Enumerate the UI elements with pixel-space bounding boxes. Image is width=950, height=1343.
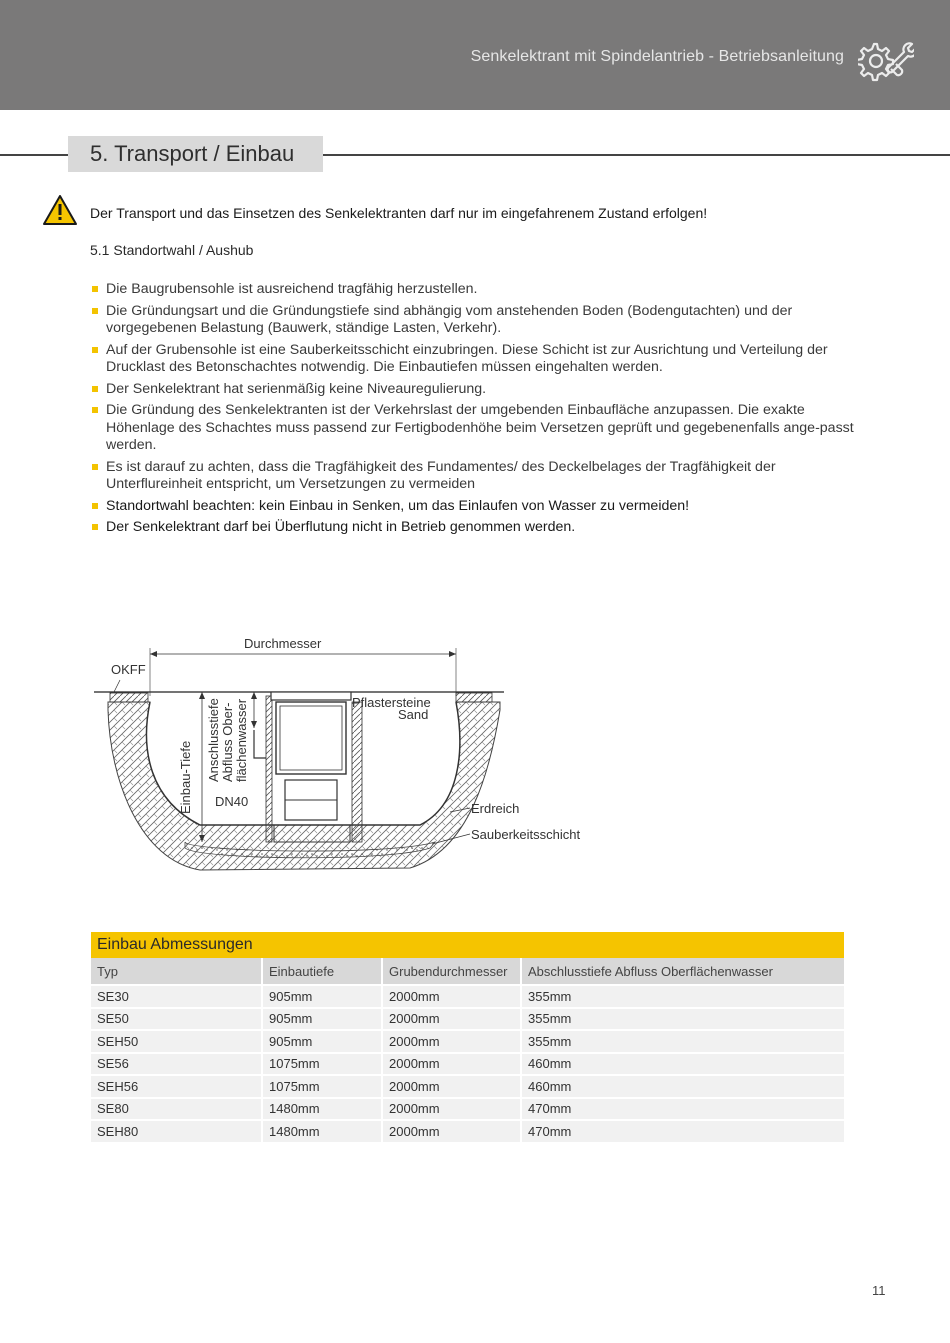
table-row (91, 1097, 844, 1120)
cell-typ: SE56 (91, 1052, 263, 1075)
cell-typ: SEH50 (91, 1029, 263, 1052)
shaft-wall-right (352, 702, 362, 842)
table-row (91, 1074, 844, 1097)
bullet-square-icon (92, 386, 98, 392)
cell-grubendurchmesser: 2000mm (383, 984, 522, 1007)
dimensions-grid (91, 958, 844, 1142)
label-anschluss-2: Abfluss Ober- (220, 702, 235, 782)
list-item: Auf der Grubensohle ist eine Sauberkeitsschicht einzubringen. Diese Schicht ist zur Ausrichtung und Verteilung der Drucklast des Betonschachtes notwendig. Die Einbautiefen müssen eingehalten werden. (90, 342, 860, 377)
cell-abschlusstiefe: 460mm (522, 1052, 844, 1075)
label-anschluss-1: Anschlusstiefe (206, 698, 221, 782)
cell-typ: SE50 (91, 1007, 263, 1030)
bullet-list (90, 281, 860, 541)
label-pflastersteine: Pflastersteine (352, 695, 431, 710)
gear-wrench-icon (858, 38, 914, 84)
cell-typ: SE30 (91, 984, 263, 1007)
label-sauberkeitsschicht: Sauberkeitsschicht (471, 827, 581, 842)
cell-einbautiefe: 1075mm (263, 1074, 383, 1097)
cell-einbautiefe: 1480mm (263, 1119, 383, 1142)
cell-grubendurchmesser: 2000mm (383, 1029, 522, 1052)
bullet-square-icon (92, 524, 98, 530)
cell-einbautiefe: 1480mm (263, 1097, 383, 1120)
cell-einbautiefe: 1075mm (263, 1052, 383, 1075)
section-title: 5. Transport / Einbau (90, 141, 295, 166)
header-band (0, 0, 950, 110)
installation-diagram (90, 630, 610, 890)
table-caption: Einbau Abmessungen (91, 932, 844, 958)
cell-grubendurchmesser: 2000mm (383, 1052, 522, 1075)
table-row (91, 1029, 844, 1052)
list-item: Die Gründung des Senkelektranten ist der Verkehrslast der umgebenden Einbaufläche anzupassen. Die exakte Höhenlage des Schachtes muss passend zur Fertigbodenhöhe beim Versetzen geprüft und gegebenenfalls ange-passt werden. (90, 402, 860, 455)
cell-grubendurchmesser: 2000mm (383, 1119, 522, 1142)
table-header-row (91, 958, 844, 984)
cell-typ: SEH56 (91, 1074, 263, 1097)
list-item: Es ist darauf zu achten, dass die Tragfähigkeit des Fundamentes/ des Deckelbelages der Tragfähigkeit der Unterflureinheit entspricht, um Versetzungen zu vermeiden (90, 459, 860, 494)
cell-abschlusstiefe: 470mm (522, 1097, 844, 1120)
subsection-title: 5.1 Standortwahl / Aushub (90, 242, 254, 258)
cell-einbautiefe: 905mm (263, 984, 383, 1007)
list-item: Die Baugrubensohle ist ausreichend tragfähig herzustellen. (90, 281, 860, 299)
list-item: Der Senkelektrant darf bei Überflutung nicht in Betrieb genommen werden. (90, 519, 860, 537)
warning-triangle-icon (42, 194, 78, 226)
label-dn40: DN40 (215, 794, 249, 809)
column-header: Grubendurchmesser (383, 958, 522, 984)
cell-grubendurchmesser: 2000mm (383, 1097, 522, 1120)
cell-abschlusstiefe: 470mm (522, 1119, 844, 1142)
label-anschluss-3: flächenwasser (234, 698, 249, 782)
list-item: Standortwahl beachten: kein Einbau in Senken, um das Einlaufen von Wasser zu vermeiden! (90, 498, 860, 516)
label-okff: OKFF (111, 662, 146, 677)
table-row (91, 1052, 844, 1075)
cell-einbautiefe: 905mm (263, 1029, 383, 1052)
bullet-square-icon (92, 308, 98, 314)
cell-abschlusstiefe: 355mm (522, 1029, 844, 1052)
cell-grubendurchmesser: 2000mm (383, 1074, 522, 1097)
bullet-square-icon (92, 347, 98, 353)
table-row (91, 984, 844, 1007)
label-durchmesser: Durchmesser (244, 636, 322, 651)
bullet-square-icon (92, 464, 98, 470)
bullet-square-icon (92, 286, 98, 292)
section-heading-box (68, 136, 323, 172)
paving-left (110, 693, 148, 702)
cell-abschlusstiefe: 355mm (522, 984, 844, 1007)
page-number: 11 (872, 1283, 886, 1298)
cell-grubendurchmesser: 2000mm (383, 1007, 522, 1030)
label-erdreich: Erdreich (471, 801, 520, 816)
bullet-square-icon (92, 503, 98, 509)
header-title: Senkelektrant mit Spindelantrieb - Betriebsanleitung (470, 48, 844, 65)
cell-abschlusstiefe: 460mm (522, 1074, 844, 1097)
cell-abschlusstiefe: 355mm (522, 1007, 844, 1030)
electrant-body (276, 702, 346, 774)
column-header: Abschlusstiefe Abfluss Oberflächenwasser (522, 958, 844, 984)
list-item: Die Gründungsart und die Gründungstiefe sind abhängig vom anstehenden Boden (Bodengutachten) und der vorgegebenen Belastung (Bauwerk, ständige Lasten, Verkehr). (90, 303, 860, 338)
column-header: Einbautiefe (263, 958, 383, 984)
shaft-wall-left (266, 696, 272, 842)
label-sand: Sand (398, 707, 429, 722)
cell-typ: SE80 (91, 1097, 263, 1120)
cell-einbautiefe: 905mm (263, 1007, 383, 1030)
table-row (91, 1119, 844, 1142)
table-row (91, 1007, 844, 1030)
label-einbau-tiefe: Einbau-Tiefe (178, 740, 193, 814)
list-item: Der Senkelektrant hat serienmäßig keine Niveauregulierung. (90, 381, 860, 399)
dimensions-table (91, 932, 844, 1142)
bullet-square-icon (92, 407, 98, 413)
warning-text: Der Transport und das Einsetzen des Senkelektranten darf nur im eingefahrenem Zustand erfolgen! (90, 205, 708, 221)
cell-typ: SEH80 (91, 1119, 263, 1142)
paving-right (456, 693, 492, 702)
column-header: Typ (91, 958, 263, 984)
